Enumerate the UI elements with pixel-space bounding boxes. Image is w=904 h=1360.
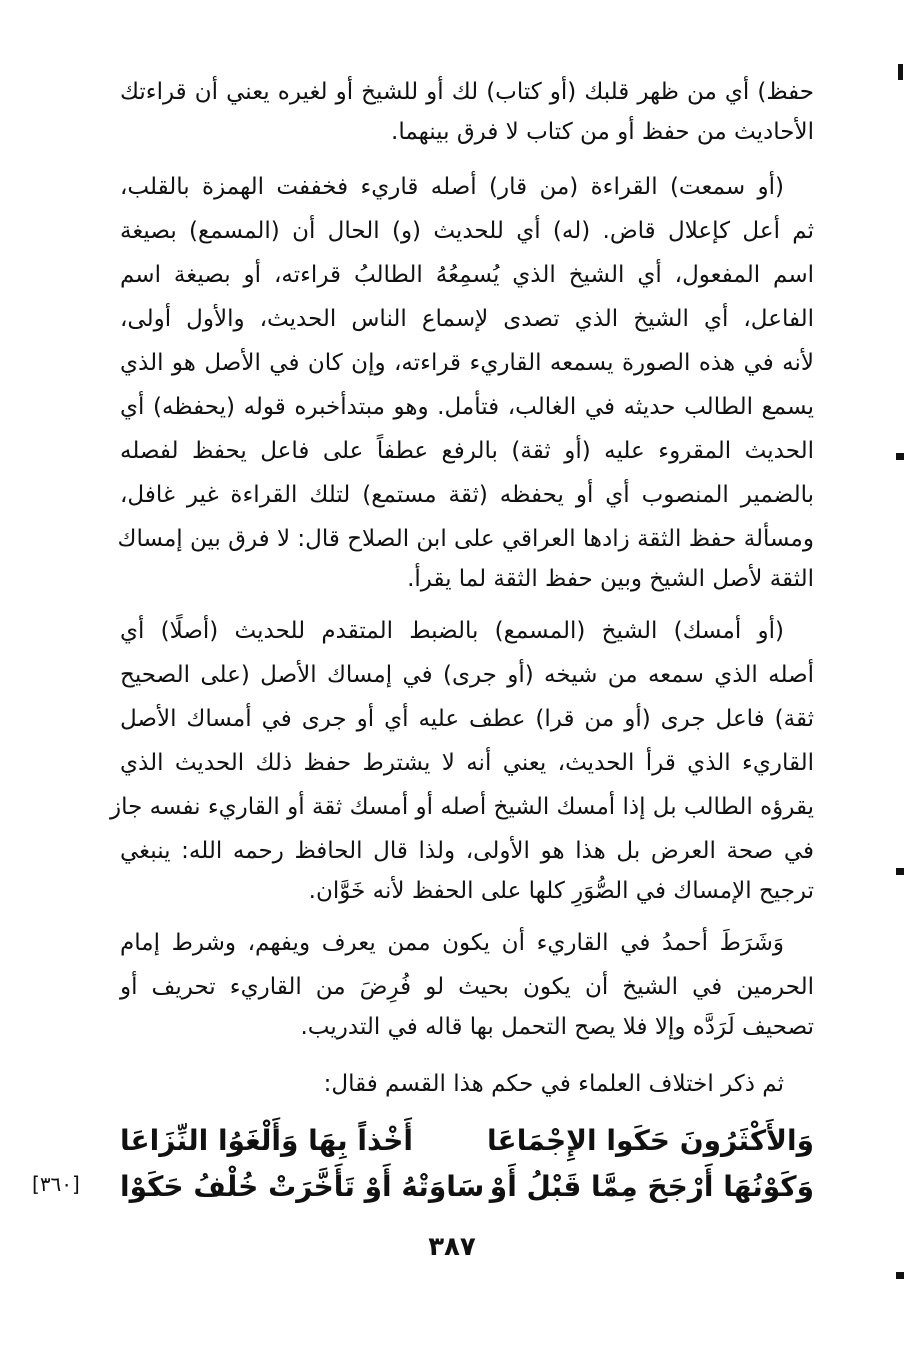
- page-number: ٣٨٧: [428, 1232, 476, 1262]
- text-line: ثقة) فاعل جرى (أو من قرا) عطف عليه أي أو جرى في أمساك الأصل: [120, 706, 814, 732]
- text-line: الحرمين في الشيخ أن يكون بحيث لو فُرِضَ من القاريء تحريف أو: [120, 974, 814, 1000]
- text-line: لأنه في هذه الصورة يسمعه القاريء قراءته، وإن كان في الأصل هو الذي: [120, 350, 814, 376]
- text-line: الحديث المقروء عليه (أو ثقة) بالرفع عطفاً على فاعل يحفظ لفصله: [120, 438, 814, 464]
- text-line: في صحة العرض بل هذا هو الأولى، ولذا قال الحافظ رحمه الله: ينبغي: [120, 838, 814, 864]
- verse-number: [٣٦٠]: [32, 1172, 80, 1196]
- text-line: ومسألة حفظ الثقة زادها العراقي على ابن الصلاح قال: لا فرق بين إمساك: [117, 526, 814, 552]
- text-line: بالضمير المنصوب أي أو يحفظه (ثقة مستمع) لتلك القراءة غير غافل،: [120, 482, 814, 508]
- text-line: (أو سمعت) القراءة (من قار) أصله قاريء فخففت الهمزة بالقلب،: [120, 174, 784, 200]
- text-line: ثم ذكر اختلاف العلماء في حكم هذا القسم فقال:: [323, 1071, 784, 1097]
- text-line: الأحاديث من حفظ أو من كتاب لا فرق بينهما.: [391, 119, 814, 145]
- text-line: وَشَرَطَ أحمدُ في القاريء أن يكون ممن يعرف ويفهم، وشرط إمام: [120, 930, 784, 956]
- text-line: الفاعل، أي الشيخ الذي تصدى لإسماع الناس الحديث، والأول أولى،: [120, 306, 814, 332]
- text-line: أصله الذي سمعه من شيخه (أو جرى) في إمساك الأصل (على الصحيح: [120, 662, 814, 688]
- scan-edge-mark: [896, 453, 904, 460]
- text-line: ترجيح الإمساك في الصُّوَرِ كلها على الحفظ لأنه خَوَّان.: [308, 878, 814, 904]
- verse-hemistich-left: سَاوَتْهُ أَوْ تَأَخَّرَتْ خُلْفُ حَكَوْا: [120, 1170, 485, 1203]
- text-line: ثم أعل كإعلال قاض. (له) أي للحديث (و) الحال أن (المسمع) بصيغة: [120, 218, 814, 244]
- verse-hemistich-right: وَكَوْنُهَا أَرْجَحَ مِمَّا قَبْلُ أَوْ: [489, 1170, 814, 1203]
- scan-edge-mark: [898, 64, 903, 80]
- scan-edge-mark: [896, 1272, 904, 1279]
- text-line: الثقة لأصل الشيخ وبين حفظ الثقة لما يقرأ.: [407, 566, 814, 592]
- text-line: حفظ) أي من ظهر قلبك (أو كتاب) لك أو للشيخ أو لغيره يعني أن قراءتك: [120, 79, 814, 105]
- text-line: اسم المفعول، أي الشيخ الذي يُسمِعُهُ الطالبُ قراءته، أو بصيغة اسم: [120, 262, 814, 288]
- text-line: تصحيف لَرَدَّه وإلا فلا يصح التحمل بها قاله في التدريب.: [300, 1014, 814, 1040]
- scan-edge-mark: [896, 868, 904, 875]
- verse-hemistich-right: وَالأَكْثَرُونَ حَكَوا الإِجْمَاعَا: [487, 1124, 814, 1157]
- text-line: القاريء الذي قرأ الحديث، يعني أنه لا يشترط حفظ ذلك الحديث الذي: [120, 750, 814, 776]
- text-line: يسمع الطالب حديثه في الغالب، فتأمل. وهو مبتدأخبره قوله (يحفظه) أي: [120, 394, 814, 420]
- text-line: (أو أمسك) الشيخ (المسمع) بالضبط المتقدم للحديث (أصلًا) أي: [120, 618, 784, 644]
- text-line: يقرؤه الطالب بل إذا أمسك الشيخ أصله أو أمسك ثقة أو القاريء نفسه جاز: [110, 794, 814, 820]
- verse-hemistich-left: أَخْذاً بِهَا وَأَلْغَوُا النِّزَاعَا: [120, 1124, 413, 1157]
